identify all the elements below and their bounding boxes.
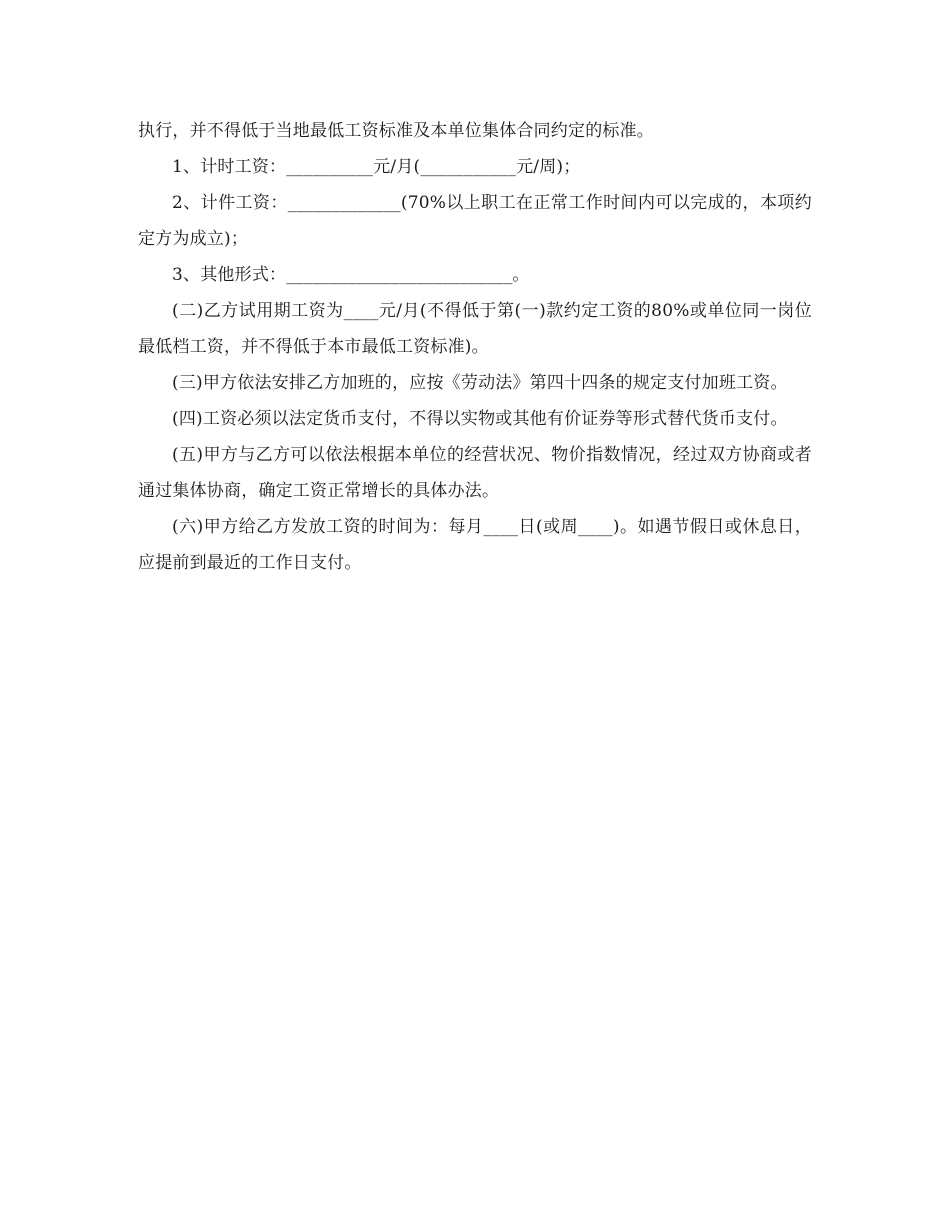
paragraph-probation-wage: (二)乙方试用期工资为____元/月(不得低于第(一)款约定工资的80%或单位同一岗位最低档工资，并不得低于本市最低工资标准)。 [138, 301, 812, 357]
paragraph-payment-date: (六)甲方给乙方发放工资的时间为：每月____日(或周____)。如遇节假日或休息日，应提前到最近的工作日支付。 [138, 517, 812, 573]
paragraph-other-forms: 3、其他形式：__________________________。 [172, 265, 530, 285]
document-body [138, 113, 812, 581]
paragraph-piece-wage: 2、计件工资：_____________(70%以上职工在正常工作时间内可以完成的，本项约定方为成立)； [138, 193, 812, 249]
paragraph-overtime-pay: (三)甲方依法安排乙方加班的，应按《劳动法》第四十四条的规定支付加班工资。 [172, 373, 788, 393]
paragraph-hourly-wage: 1、计时工资：__________元/月(___________元/周)； [172, 157, 581, 177]
paragraph-wage-growth: (五)甲方与乙方可以依法根据本单位的经营状况、物价指数情况，经过双方协商或者通过集体协商，确定工资正常增长的具体办法。 [138, 445, 812, 501]
paragraph-currency-payment: (四)工资必须以法定货币支付，不得以实物或其他有价证券等形式替代货币支付。 [172, 409, 788, 429]
paragraph-continuation: 执行，并不得低于当地最低工资标准及本单位集体合同约定的标准。 [138, 121, 654, 141]
